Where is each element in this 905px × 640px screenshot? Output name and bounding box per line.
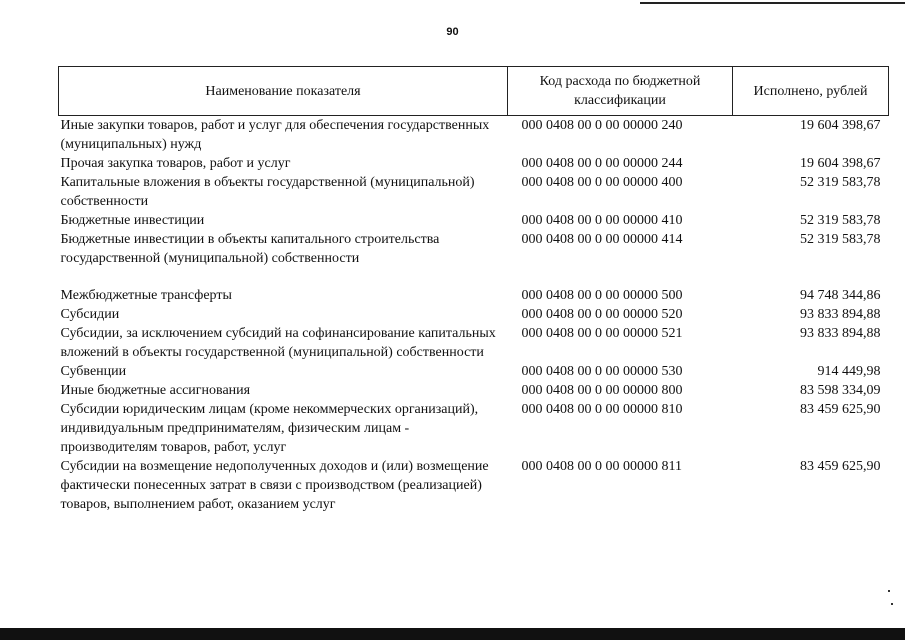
scan-bottom-band <box>0 628 905 640</box>
top-edge-rule <box>640 2 905 4</box>
row-amount: 914 449,98 <box>817 364 881 379</box>
row-amount: 19 604 398,67 <box>800 118 881 133</box>
scan-speck <box>891 603 893 605</box>
row-amount: 83 459 625,90 <box>800 402 881 417</box>
row-name: Субсидии, за исключением субсидий на софинансирование капитальных вложений в объекты государственной (муниципальной) собственности <box>60 326 496 360</box>
spacer-cell <box>733 268 889 286</box>
row-amount: 19 604 398,67 <box>800 156 881 171</box>
row-amount: 52 319 583,78 <box>800 213 881 228</box>
row-code: 000 0408 00 0 00 00000 811 <box>521 459 682 474</box>
table-row <box>59 173 889 211</box>
row-name: Иные бюджетные ассигнования <box>60 383 251 398</box>
expenditure-table <box>58 66 889 514</box>
table-row <box>59 286 889 305</box>
row-name: Иные закупки товаров, работ и услуг для обеспечения государственных (муниципальных) нужд <box>60 118 490 152</box>
header-amount: Исполнено, рублей <box>733 67 889 116</box>
row-code: 000 0408 00 0 00 00000 410 <box>521 213 683 228</box>
table-row <box>59 400 889 457</box>
table-row <box>59 457 889 514</box>
row-name: Бюджетные инвестиции в объекты капитального строительства государственной (муниципальной) собственности <box>60 232 440 266</box>
row-name: Бюджетные инвестиции <box>60 213 205 228</box>
table-row <box>59 381 889 400</box>
row-code: 000 0408 00 0 00 00000 521 <box>521 326 683 341</box>
spacer-row <box>59 268 889 286</box>
table-row <box>59 154 889 173</box>
row-code: 000 0408 00 0 00 00000 520 <box>521 307 683 322</box>
spacer-cell <box>59 268 508 286</box>
row-name: Субвенции <box>60 364 127 379</box>
table-row <box>59 211 889 230</box>
table-row <box>59 305 889 324</box>
spacer-cell <box>508 268 733 286</box>
row-amount: 83 598 334,09 <box>800 383 881 398</box>
row-code: 000 0408 00 0 00 00000 810 <box>521 402 683 417</box>
header-code: Код расхода по бюджетной классификации <box>508 67 733 116</box>
scan-speck <box>888 590 890 592</box>
row-code: 000 0408 00 0 00 00000 400 <box>521 175 683 190</box>
row-amount: 93 833 894,88 <box>800 307 881 322</box>
table-row <box>59 230 889 268</box>
table-header <box>59 67 889 116</box>
table-body <box>59 116 889 515</box>
row-name: Субсидии <box>60 307 120 322</box>
row-code: 000 0408 00 0 00 00000 244 <box>521 156 683 171</box>
row-amount: 94 748 344,86 <box>800 288 881 303</box>
row-code: 000 0408 00 0 00 00000 530 <box>521 364 683 379</box>
expenditure-table-container <box>58 66 888 514</box>
row-code: 000 0408 00 0 00 00000 500 <box>521 288 683 303</box>
row-name: Капитальные вложения в объекты государственной (муниципальной) собственности <box>60 175 475 209</box>
table-row <box>59 324 889 362</box>
header-name: Наименование показателя <box>59 67 508 116</box>
row-amount: 83 459 625,90 <box>800 459 881 474</box>
row-amount: 52 319 583,78 <box>800 175 881 190</box>
header-row <box>59 67 889 116</box>
row-code: 000 0408 00 0 00 00000 800 <box>521 383 683 398</box>
row-amount: 52 319 583,78 <box>800 232 881 247</box>
row-name: Межбюджетные трансферты <box>60 288 232 303</box>
row-name: Субсидии на возмещение недополученных доходов и (или) возмещение фактически понесенных затрат в связи с производством (реализацией) товаров, выполнением работ, оказанием услуг <box>60 459 489 512</box>
row-name: Субсидии юридическим лицам (кроме некоммерческих организаций), индивидуальным предпринимателям, физическим лицам - производителям товаров, работ, услуг <box>60 402 479 455</box>
row-code: 000 0408 00 0 00 00000 240 <box>521 118 683 133</box>
row-amount: 93 833 894,88 <box>800 326 881 341</box>
table-row <box>59 116 889 155</box>
row-code: 000 0408 00 0 00 00000 414 <box>521 232 683 247</box>
row-name: Прочая закупка товаров, работ и услуг <box>60 156 291 171</box>
table-row <box>59 362 889 381</box>
page-number: 90 <box>446 26 459 38</box>
